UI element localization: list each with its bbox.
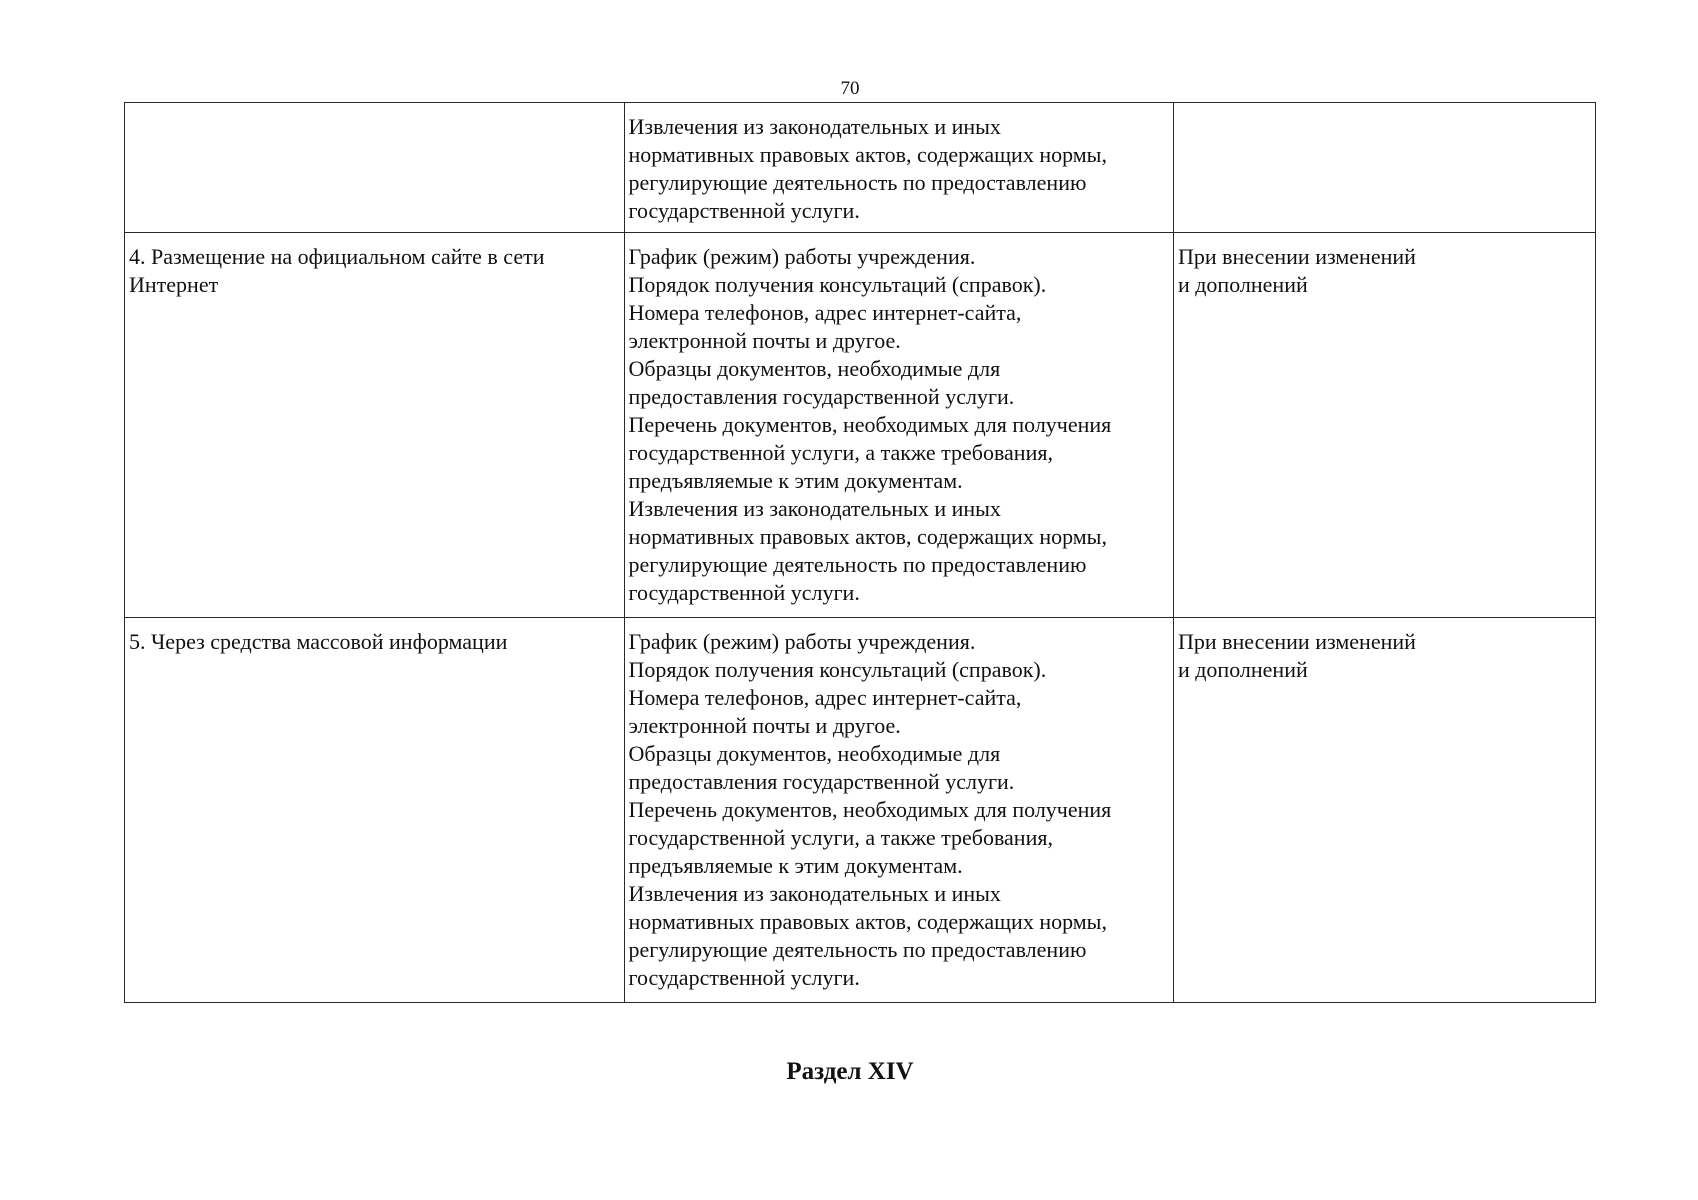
content-cell	[624, 233, 1173, 618]
cell-text-line: Образцы документов, необходимые для	[628, 741, 1001, 766]
cell-text-line: государственной услуги, а также требования,	[628, 440, 1053, 465]
cell-text-line: и дополнений	[1177, 272, 1308, 297]
cell-text-line: регулирующие деятельность по предоставлению	[628, 170, 1087, 195]
method-cell	[125, 103, 625, 233]
cell-text-line: нормативных правовых актов, содержащих нормы,	[628, 142, 1107, 167]
method-cell	[125, 233, 625, 618]
cell-text-line: нормативных правовых актов, содержащих нормы,	[628, 524, 1107, 549]
cell-text-line: Перечень документов, необходимых для получения	[628, 797, 1112, 822]
cell-text-line: Перечень документов, необходимых для получения	[628, 412, 1112, 437]
cell-text-line: электронной почты и другое.	[628, 713, 901, 738]
method-cell	[125, 618, 625, 1003]
table-row	[125, 103, 1596, 233]
cell-text-line: и дополнений	[1177, 657, 1308, 682]
cell-text-line: При внесении изменений	[1177, 629, 1416, 654]
cell-text-line: нормативных правовых актов, содержащих нормы,	[628, 909, 1107, 934]
cell-text-line: 4. Размещение на официальном сайте в сети	[129, 244, 545, 269]
frequency-cell	[1173, 233, 1595, 618]
cell-text-line: Порядок получения консультаций (справок).	[628, 272, 1047, 297]
page-number: 70	[840, 78, 860, 99]
cell-text-line: Извлечения из законодательных и иных	[628, 496, 1001, 521]
frequency-cell	[1173, 103, 1595, 233]
content-cell	[624, 103, 1173, 233]
table-row	[125, 618, 1596, 1003]
section-title: Раздел XIV	[786, 1058, 914, 1085]
cell-text-line: государственной услуги, а также требования,	[628, 825, 1053, 850]
cell-text-line: регулирующие деятельность по предоставлению	[628, 937, 1087, 962]
cell-text-line: Номера телефонов, адрес интернет-сайта,	[628, 685, 1022, 710]
cell-text-line: регулирующие деятельность по предоставлению	[628, 552, 1087, 577]
cell-text-line: График (режим) работы учреждения.	[628, 629, 976, 654]
cell-text-line: Интернет	[129, 272, 219, 297]
table-row	[125, 233, 1596, 618]
information-table	[124, 102, 1596, 1003]
cell-text-line: государственной услуги.	[628, 965, 860, 990]
cell-text-line: предъявляемые к этим документам.	[628, 853, 963, 878]
cell-text-line: Извлечения из законодательных и иных	[628, 881, 1001, 906]
cell-text-line: График (режим) работы учреждения.	[628, 244, 976, 269]
cell-text-line: электронной почты и другое.	[628, 328, 901, 353]
cell-text-line: предъявляемые к этим документам.	[628, 468, 963, 493]
cell-text-line: Образцы документов, необходимые для	[628, 356, 1001, 381]
cell-text-line: государственной услуги.	[628, 198, 860, 223]
cell-text-line: Номера телефонов, адрес интернет-сайта,	[628, 300, 1022, 325]
cell-text-line: Извлечения из законодательных и иных	[628, 114, 1001, 139]
cell-text-line: предоставления государственной услуги.	[628, 769, 1015, 794]
cell-text-line: 5. Через средства массовой информации	[129, 629, 508, 654]
cell-text-line: Порядок получения консультаций (справок).	[628, 657, 1047, 682]
cell-text-line: предоставления государственной услуги.	[628, 384, 1015, 409]
cell-text-line: государственной услуги.	[628, 580, 860, 605]
cell-text-line: При внесении изменений	[1177, 244, 1416, 269]
content-cell	[624, 618, 1173, 1003]
frequency-cell	[1173, 618, 1595, 1003]
